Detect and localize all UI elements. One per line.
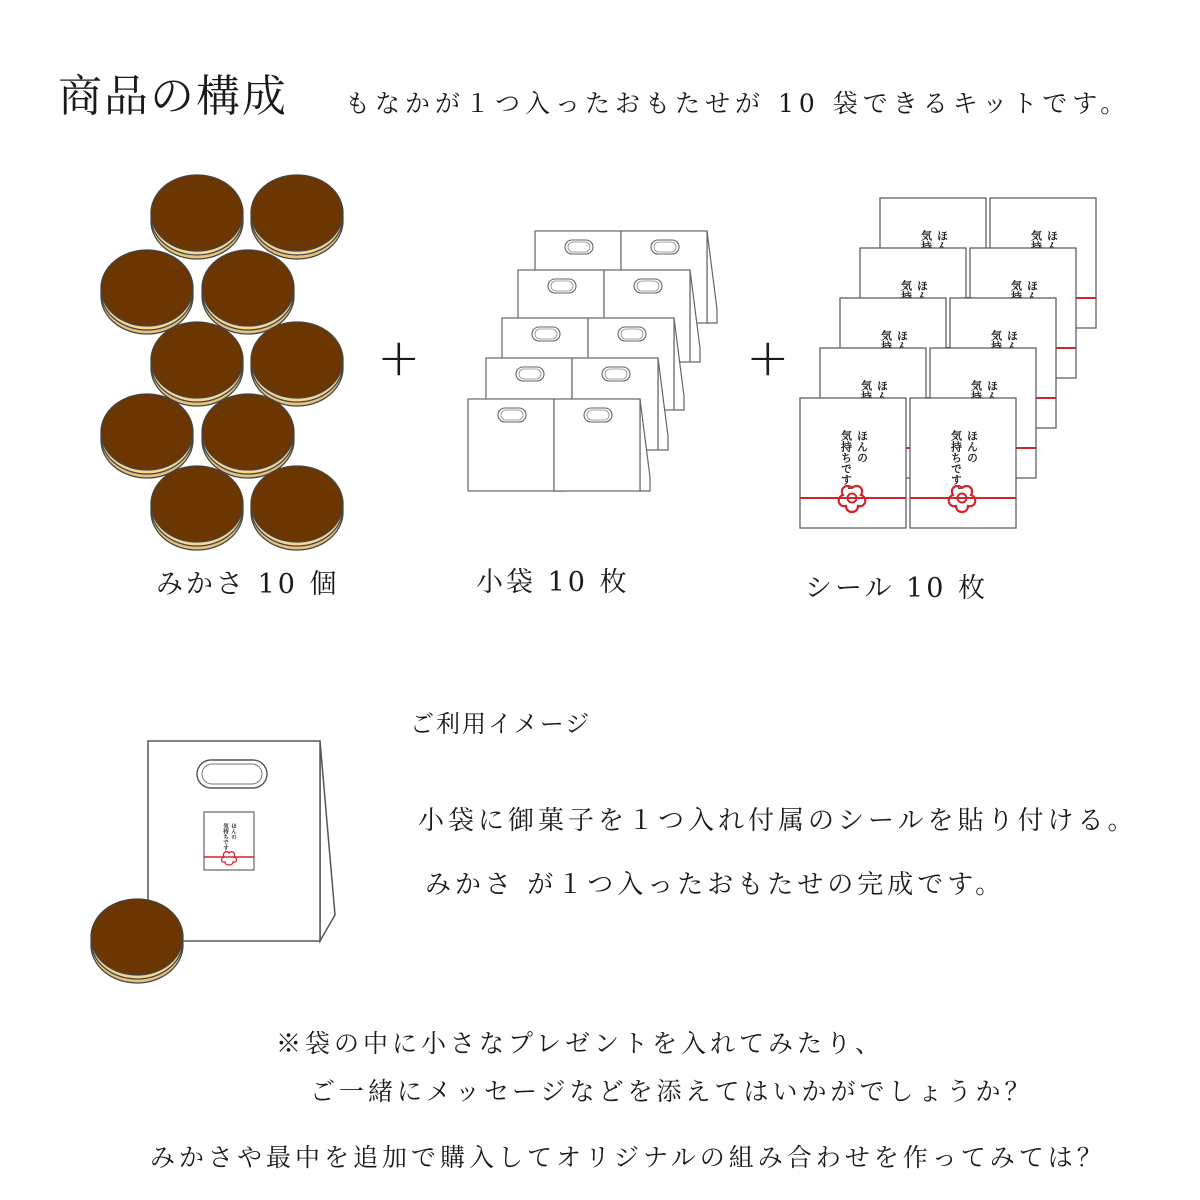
note-line-2: ご一緒にメッセージなどを添えてはいかがでしょうか？ <box>310 1077 1034 1106</box>
item-label-bag: 小袋 10 枚 <box>476 567 630 598</box>
page-title: 商品の構成 <box>58 71 288 122</box>
page-subtitle: もなかが１つ入ったおもたせが 10 袋できるキットです。 <box>345 89 1131 118</box>
usage-sticker-icon <box>204 812 254 870</box>
usage-line-1: 小袋に御菓子を１つ入れ付属のシールを貼り付ける。 <box>418 806 1138 836</box>
item-label-mikasa: みかさ 10 個 <box>156 569 340 600</box>
usage-line-2: みかさ が１つ入ったおもたせの完成です。 <box>425 870 1006 900</box>
plus-sign-1: + <box>377 328 421 388</box>
item-label-sticker: シール 10 枚 <box>805 573 988 604</box>
svg-text:気持ちです。: 気持ちです。 <box>222 823 228 856</box>
sticker-icon: ほんの 気持ちです。 <box>0 0 1200 1200</box>
usage-heading: ご利用イメージ <box>410 710 592 738</box>
plus-sign-2: + <box>746 328 790 388</box>
note-line-1: ※袋の中に小さなプレゼントを入れてみたり、 <box>276 1029 885 1058</box>
note-line-3: みかさや最中を追加で購入してオリジナルの組み合わせを作ってみては？ <box>150 1143 1106 1172</box>
usage-dorayaki-icon <box>91 899 183 983</box>
svg-text:ほんの: ほんの <box>230 823 236 840</box>
